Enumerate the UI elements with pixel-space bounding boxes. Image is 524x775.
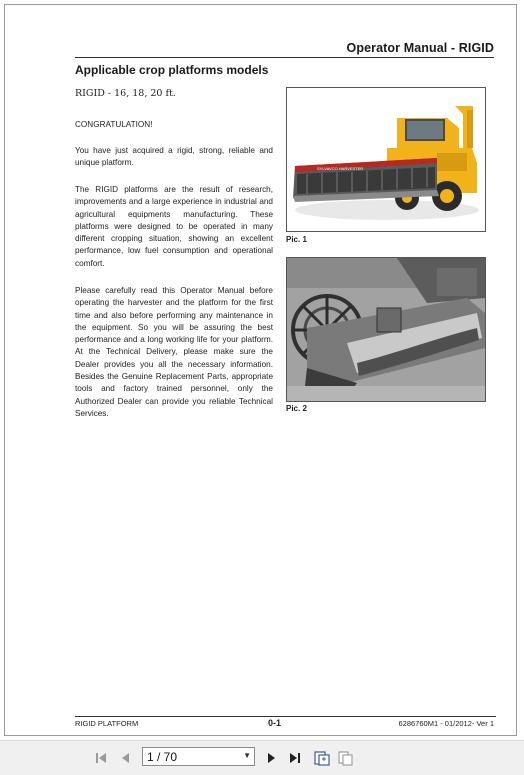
platform-detail-illustration (287, 258, 485, 401)
previous-page-icon[interactable] (118, 750, 134, 766)
page-indicator: 1 / 70 (147, 750, 178, 764)
instructions-paragraph: Please carefully read this Operator Manual before operating the harvester and the platform for the first time and also before performing any maintenance in the equipment. So you will be assuring the best performance and a long working life for your platform. At the Technical Delivery, please make sure the Dealer provides you all the necessary information. Besides the Genuine Replacement Parts, appropriate tools and factory trained personnel, only the Authorized Dealer can provide you reliable Technical Services. (75, 286, 273, 418)
first-page-icon[interactable] (94, 750, 110, 766)
viewer-toolbar (0, 740, 524, 775)
manual-header-title: Operator Manual - RIGID (346, 41, 494, 55)
page-selector[interactable] (142, 747, 255, 766)
congrats-text: CONGRATULATION! (75, 120, 153, 129)
last-page-icon[interactable] (287, 750, 303, 766)
harvester-illustration (287, 88, 485, 231)
harvester-photo (286, 87, 486, 232)
next-page-icon[interactable] (263, 750, 279, 766)
chevron-down-icon: ▼ (243, 751, 251, 760)
footer-right-text: 6286760M1 - 01/2012- Ver 1 (398, 719, 494, 728)
research-paragraph: The RIGID platforms are the result of research, improvements and a large experience in industrial and agricultural equipments manufacturing. These platforms were designed to be operated in many different cropping situation, showing an excellent performance, low fuel consumption and operational comfort. (75, 185, 273, 268)
intro-paragraph: You have just acquired a rigid, strong, reliable and unique platform. (75, 146, 273, 168)
fit-page-icon[interactable] (313, 750, 329, 766)
header-rule (75, 57, 494, 58)
page-number: 0-1 (268, 718, 282, 728)
copy-page-icon[interactable] (337, 750, 353, 766)
section-heading: Applicable crop platforms models (75, 63, 269, 77)
platform-detail-photo (286, 257, 486, 402)
footer-left-text: RIGID PLATFORM (75, 719, 139, 728)
fig2-caption: Pic. 2 (286, 404, 307, 413)
fig1-caption: Pic. 1 (286, 235, 307, 244)
footer-rule (75, 716, 496, 717)
models-line: RIGID - 16, 18, 20 ft. (75, 88, 176, 99)
platform-brand-text: SYLVAVCO HARVESTER (317, 166, 364, 171)
